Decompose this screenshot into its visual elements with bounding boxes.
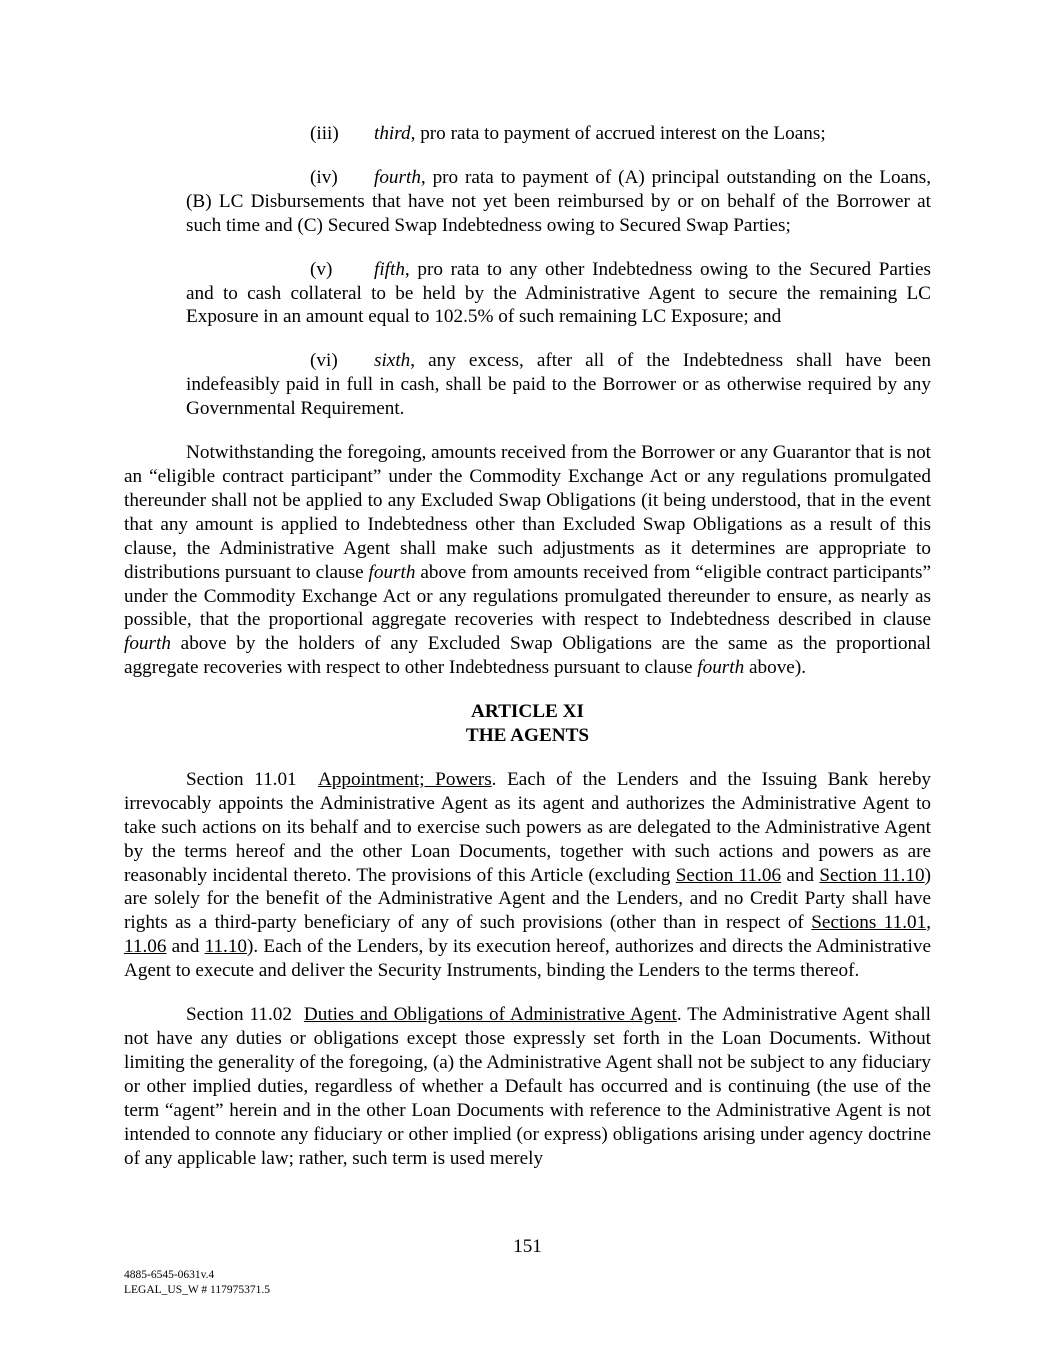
footer-legal-id: LEGAL_US_W # 117975371.5 <box>124 1284 270 1296</box>
article-title: THE AGENTS <box>465 725 590 747</box>
clause-number: (vi) <box>310 350 338 372</box>
document-page <box>124 122 931 1190</box>
section-label: Section 11.01 <box>186 768 297 790</box>
cross-reference: Section 11.10 <box>819 864 925 886</box>
paragraph-text: ). Each of the Lenders, by its execution hereof, authorizes and directs the Administrative Agent to execute and deliver the Security Instruments, binding the Lenders to the terms thereof. <box>124 936 931 982</box>
paragraph-text: above by the holders of any Excluded Swap Obligations are the same as the proportional aggregate recoveries with respect to other Indebtedness pursuant to clause <box>124 633 931 679</box>
clause-lead: sixth <box>374 350 411 372</box>
clause-text: , pro rata to payment of (A) principal outstanding on the Loans, (B) LC Disbursements that have not yet been reimbursed by or on behalf of the Borrower at such time and (C) Secured Swap Indebtedness owing to Secured Swap Parties; <box>186 166 931 236</box>
section-title: Appointment; Powers <box>317 768 492 790</box>
section-11-02 <box>124 1003 931 1170</box>
clause-number: (iv) <box>310 166 338 188</box>
clause-text: , any excess, after all of the Indebtedness shall have been indefeasibly paid in full in cash, shall be paid to the Borrower or as otherwise required by any Governmental Requirement. <box>186 350 931 420</box>
notwithstanding-paragraph <box>124 441 931 680</box>
italic-term: fourth <box>368 561 416 583</box>
paragraph-text: Notwithstanding the foregoing, amounts received from the Borrower or any Guarantor that is not an “eligible contract participant” under the Commodity Exchange Act or any regulations promulgated thereunder shall not be applied to any Excluded Swap Obligations (it being understood, that in the event that any amount is applied to Indebtedness other than Excluded Swap Obligations as a result of this clause, the Administrative Agent shall make such adjustments as it determines are appropriate to distributions pursuant to clause <box>124 442 931 583</box>
document-footer <box>124 1268 270 1298</box>
clause-text: , pro rata to any other Indebtedness owing to the Secured Parties and to cash collateral to be held by the Administrative Agent to secure the remaining LC Exposure in an amount equal to 102.5% of such remaining LC Exposure; and <box>186 258 931 328</box>
clause-iii <box>186 122 931 146</box>
paragraph-text: above from amounts received from “eligible contract participants” under the Commodity Exchange Act or any regulations promulgated thereunder to ensure, as nearly as possible, that the proportional aggregate recoveries with respect to Indebtedness described in clause <box>124 561 931 631</box>
clause-number: (v) <box>310 258 333 280</box>
paragraph-text: and <box>781 864 820 886</box>
section-title: Duties and Obligations of Administrative Agent <box>303 1004 677 1026</box>
section-11-01 <box>124 768 931 983</box>
paragraph-text: . Each of the Lenders and the Issuing Bank hereby irrevocably appoints the Administrative Agent as its agent and authorizes the Administrative Agent to take such actions on its behalf and to exercise such powers as are delegated to the Administrative Agent by the terms hereof and the other Loan Documents, together with such actions and powers as are reasonably incidental thereto. The provisions of this Article (excluding <box>124 768 932 886</box>
paragraph-text: and <box>166 936 205 958</box>
page-number: 151 <box>513 1236 542 1257</box>
clause-vi <box>186 349 931 421</box>
italic-term: fourth <box>697 657 745 679</box>
paragraph-text: . The Administrative Agent shall not have any duties or obligations except those expressly set forth in the Loan Documents. Without limiting the generality of the foregoing, (a) the Administrative Agent shall not be subject to any fiduciary or other implied duties, regardless of whether a Default has occurred and is continuing (the use of the term “agent” herein and in the other Loan Documents with reference to the Administrative Agent is not intended to connote any fiduciary or other implied (or express) obligations arising under agency doctrine of any applicable law; rather, such term is used merely <box>124 1004 932 1169</box>
clause-v <box>186 258 931 330</box>
clause-number: (iii) <box>310 123 339 144</box>
section-label: Section 11.02 <box>186 1004 292 1026</box>
article-number: ARTICLE XI <box>471 701 584 723</box>
italic-term: fourth <box>124 633 171 655</box>
cross-reference: 11.06 <box>124 936 167 958</box>
clause-iv <box>186 166 931 238</box>
cross-reference: Section 11.06 <box>675 864 782 886</box>
paragraph-text: above). <box>744 657 807 679</box>
cross-reference: Sections 11.01 <box>811 912 927 934</box>
cross-reference: 11.10 <box>204 936 248 958</box>
clause-text: , pro rata to payment of accrued interest on the Loans; <box>410 123 826 144</box>
clause-lead: fifth <box>374 258 405 280</box>
paragraph-text: , <box>926 912 931 934</box>
article-heading <box>124 700 931 748</box>
clause-lead: third <box>374 123 411 144</box>
clause-lead: fourth <box>374 166 421 188</box>
paragraph-text: ) are solely for the benefit of the Administrative Agent and the Lenders, and no Credit Party shall have rights as a third-party beneficiary of any of such provisions (other than in respect of <box>124 864 931 934</box>
footer-doc-id: 4885-6545-0631v.4 <box>124 1269 215 1281</box>
